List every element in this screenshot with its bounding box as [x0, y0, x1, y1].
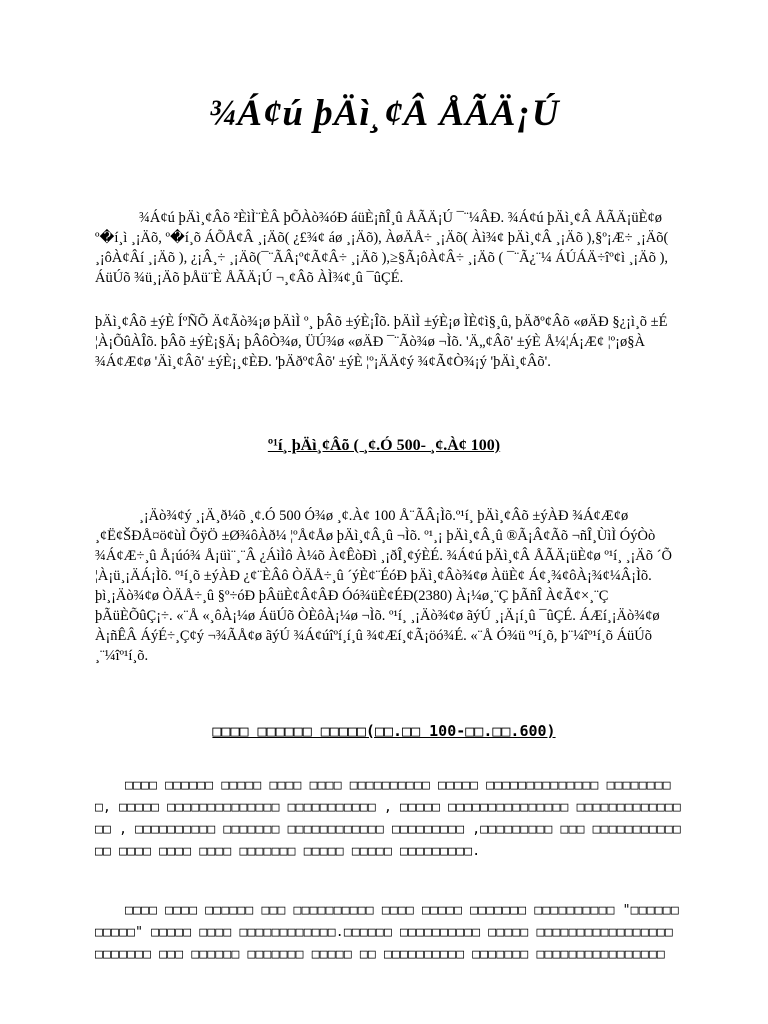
- definition-paragraph-text: þÄì¸¢Âõ ±ýÈ ÍºÑÕ Ä¢Ãò¾¡ø þÄìÌ º¸ þÂõ ±ýÈ¡Îõ. þÄìÌ ±ýÈ¡ø ÌÈ¢ì§¸û, þÄðº¢Âõ «øÄÐ §¿¡ì¸õ ±É ¦À¡ÕûÀÎõ. þÂõ ±ýÈ¡§Ä¡ þÂôÒ¾ø, ÜÚ¾ø «øÄÐ ¯¨Ãò¾ø ¬Ìõ. 'Ä„¢Âõ' ±ýÈ Å¼¦Á¡Æ¢ ¦º¡ø§À ¾Á¢Æ¢ø 'Äì¸¢Âõ' ±ýÈ¡¸¢ÈÐ. 'þÄðº¢Âõ' ±ýÈ ¦º¡ÄÄ¢ý ¾¢Ã¢Ò¾¡ý 'þÄì¸¢Âõ'.: [95, 314, 668, 370]
- unicode-paragraph-1-text: □□□□ □□□□□□ □□□□□ □□□□ □□□□ □□□□□□□□□□ □□□□□ □□□□□□□□□□□□□□ □□□□□□□□□, □□□□□ □□□□□□□□□□□□□□ □□□□□□□□□□□ , □□□□□ □□□□□□□□□□□□□□□ □□□□□□□□□□□□□□□ , □□□□□□□□□□ □□□□□□□ □□□□□□□□□□□□ □□□□□□□□□ ,□□□□□□□□□ □□□ □□□□□□□□□□□□□ □□□□ □□□□ □□□□ □□□□□□□ □□□□□ □□□□□ □□□□□□□□□.: [95, 778, 681, 859]
- unicode-paragraph-1: [95, 775, 685, 863]
- unicode-paragraph-2: [95, 900, 685, 966]
- sangam-paragraph-text: ¸¡Äò¾¢ý ¸¡Ä¸ð¼õ ¸¢.Ó 500 Ó¾ø ¸¢.À¢ 100 Å¨ÃÂ¡Ìõ.º¹í¸ þÄì¸¢Âõ ±ýÀÐ ¾Á¢Æ¢ø ¸¢Ë¢ŠÐÅ¤ö¢ùÌ ÕÿÖ ±Ø¾ôÀð¼ ¦ºÅ¢Åø þÄì¸¢Â¸û ¬Ìõ. º¹¸¡ þÄì¸¢Â¸û ®Ã¡Â¢Ãõ ¬ñÎ¸ÙìÌ ÓýÒò ¾Á¢Æ÷¸û Å¡úó¾ Å¡üì¨¸¨Â ¿ÁìÌô À¼õ À¢ÊòÐì ¸¡ðÎ¸¢ýÈÉ. ¾Á¢ú þÄì¸¢Â ÅÃÄ¡üÈ¢ø º¹í¸ ¸¡Äõ ´Õ ¦À¡ü¸¡ÄÁ¡Ìõ. º¹í¸õ ±ýÀÐ ¿¢¨ÈÂô ÒÄÅ÷¸û ´ýÈ¢¨ÉóÐ þÄì¸¢Âò¾¢ø ÀüÈ¢ Á¢¸¾¢ôÀ¡¾¢¼Â¡Ìõ. þì¸¡Äò¾¢ø ÒÄÅ÷¸û §º÷óÐ þÂüÈ¢Â¢ÂÐ Óó¾üÈ¢ÉÐ(2380) À¡¼ø¸¨Ç þÃñÎ À¢Ã¢×¸¨Ç þÃüÈÕûÇ¡÷. «¨Å «¸ôÀ¡¼ø ÁüÚõ ÒÈôÀ¡¼ø ¬Ìõ. º¹í¸ ¸¡Äò¾¢ø ãýÚ ¸¡Ä¡í¸û ¯ûÇÉ. ÁÆí¸¡Äò¾¢ø À¡ñÊÂ ÁýÉ÷¸Ç¢ý ¬¾ÃÅ¢ø ãýÚ ¾Á¢úîºí¸í¸û ¾¢Æí¸¢Ã¡öó¾É. «¨Å Ó¾ü º¹í¸õ, þ¨¼îº¹í¸õ ÁüÚõ ¸¨¼îº¹í¸õ.: [95, 508, 672, 664]
- sangam-paragraph: [95, 506, 685, 666]
- page-title: ¾Á¢ú þÄì¸¢Â ÅÃÄ¡Ú: [208, 93, 560, 134]
- unicode-paragraph-2-text: □□□□ □□□□ □□□□□□ □□□ □□□□□□□□□□ □□□□ □□□□□ □□□□□□□ □□□□□□□□□□ "□□□□□□ □□□□□" □□□□□ □□□□ □□□□□□□□□□□□.□□□□□□ □□□□□□□□□□ □□□□□ □□□□□□□□□□□□□□□□□ □□□□□□□ □□□ □□□□□□ □□□□□□□ □□□□□ □□ □□□□□□□□□□ □□□□□□□ □□□□□□□□□□□□□□□□: [95, 903, 679, 962]
- intro-paragraph-text: ¾Á¢ú þÄì¸¢Âõ ²ÈìÌ¨ÈÂ þÕÀò¾óÐ áüÈ¡ñÎ¸û ÅÃÄ¡Ú ¯¨¼ÂÐ. ¾Á¢ú þÄì¸¢Â ÅÃÄ¡üÈ¢ø º�í¸ì ¸¡Äõ, º�í¸õ ÁÕÅ¢Â ¸¡Äõ( ¿£¾¢ áø ¸¡Äõ), ÀøÄÅ÷ ¸¡Äõ( Àì¾¢ þÄì¸¢Â ¸¡Äõ ),§º¡Æ÷ ¸¡Äõ( ¸¡ôÀ¢Âí ¸¡Äõ ), ¿¡Â¸÷ ¸¡Äõ(¯¨ÃÂ¡º¢Ã¢Â÷ ¸¡Äõ ),≥§Ã¡ôÀ¢Â÷ ¸¡Äõ ( ¯¨Ã¿¨¼ ÁÚÁÄ÷îº¢ì ¸¡Äõ ), ÁüÚõ ¾ü¸¡Äõ þÅü¨È ÅÃÄ¡Ú ¬¸¢Âõ ÀÌ¾¢¸û ¯ûÇÉ.: [95, 210, 669, 286]
- section-heading-sangam: º¹í¸ þÄì¸¢Âõ ( ¸¢.Ó 500- ¸¢.À¢ 100): [267, 437, 501, 454]
- intro-paragraph: [95, 208, 685, 288]
- section-heading-post-sangam: □□□□ □□□□□□ □□□□□(□□.□□ 100-□□.□□.600): [212, 722, 556, 740]
- definition-paragraph: [95, 312, 685, 372]
